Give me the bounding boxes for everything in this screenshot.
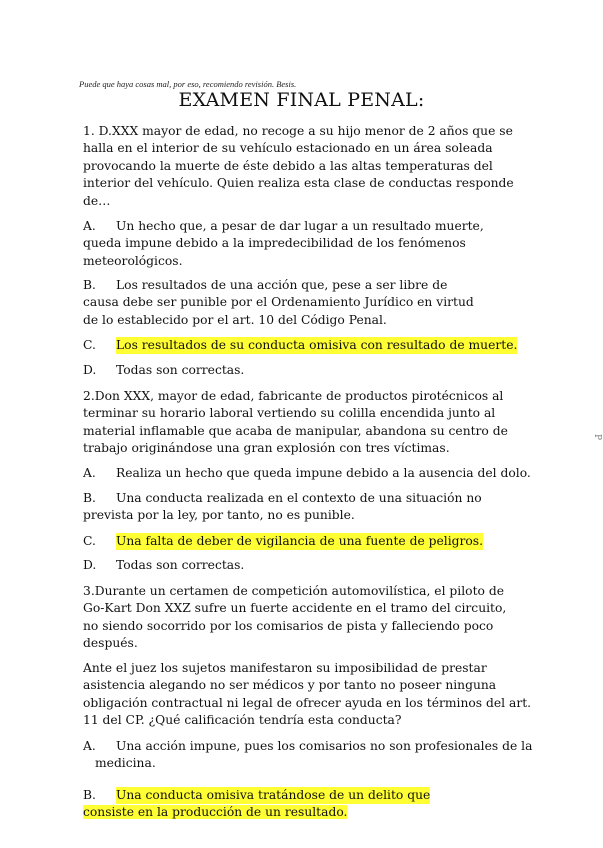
q1-option-a: [83, 218, 523, 270]
option-label: D.: [83, 558, 97, 572]
q1-option-d: [83, 362, 523, 379]
q1-line: 1. D.XXX mayor de edad, no recoge a su hijo menor de 2 años que se: [83, 124, 513, 138]
q1-line: interior del vehículo. Quien realiza esta clase de conductas responde: [83, 176, 514, 191]
highlighted-answer: Una falta de deber de vigilancia de una fuente de peligros.: [116, 533, 483, 550]
option-text: Un hecho que, a pesar de dar lugar a un resultado muerte,: [116, 219, 484, 233]
q2-option-d: [83, 557, 523, 574]
option-label: A.: [83, 219, 96, 233]
highlighted-answer: Una conducta omisiva tratándose de un delito que: [116, 787, 430, 804]
option-text: Realiza un hecho que queda impune debido a la ausencia del dolo.: [116, 466, 531, 480]
page-title: EXAMEN FINAL PENAL:: [178, 89, 425, 111]
q1-line: provocando la muerte de éste debido a las altas temperaturas del: [83, 158, 493, 173]
q2-line: material inflamable que acaba de manipular, abandona su centro de: [83, 423, 508, 438]
option-label: A.: [83, 739, 96, 753]
option-label: D.: [83, 363, 97, 377]
header-note: Puede que haya cosas mal, por eso, recomiendo revisión. Besis.: [79, 79, 297, 89]
option-text: Los resultados de una acción que, pese a ser libre de: [116, 278, 448, 292]
option-label: B.: [83, 278, 96, 292]
q3-line: no siendo socorrido por los comisarios de pista y falleciendo poco: [83, 618, 494, 633]
option-text: Todas son correctas.: [116, 363, 245, 377]
highlighted-answer: consiste en la producción de un resultado.: [83, 805, 348, 820]
option-label: C.: [83, 338, 96, 352]
q3-line: asistencia alegando no ser médicos y por tanto no poseer ninguna: [83, 678, 497, 693]
option-label: B.: [83, 491, 96, 505]
option-text: Una conducta realizada en el contexto de una situación no: [116, 491, 482, 505]
q3-line: 3.Durante un certamen de competición automovilística, el piloto de: [83, 584, 504, 598]
option-text: meteorológicos.: [83, 253, 183, 268]
q1-line: halla en el interior de su vehículo estacionado en un área soleada: [83, 141, 493, 156]
option-text: medicina.: [95, 756, 156, 771]
q2-option-a: [83, 465, 531, 482]
q3-line: 11 del CP. ¿Qué calificación tendría esta conducta?: [83, 713, 402, 728]
option-label: C.: [83, 534, 96, 548]
highlighted-answer: Los resultados de su conducta omisiva con resultado de muerte.: [116, 337, 517, 354]
option-label: B.: [83, 788, 96, 802]
side-mark: P: [592, 433, 603, 441]
option-label: A.: [83, 466, 96, 480]
q2-option-b: [83, 490, 523, 525]
q3-line: después.: [83, 636, 138, 651]
q1-option-b: [83, 277, 523, 329]
option-text: queda impune debido a la impredecibilidad de los fenómenos: [83, 236, 466, 251]
q3-line: Go-Kart Don XXZ sufre un fuerte accidente en el tramo del circuito,: [83, 601, 507, 616]
q1-line: de…: [83, 193, 111, 208]
q3-option-a: [83, 738, 533, 773]
q3-line: Ante el juez los sujetos manifestaron su imposibilidad de prestar: [83, 661, 487, 675]
option-text: prevista por la ley, por tanto, no es punible.: [83, 508, 355, 523]
option-text: causa debe ser punible por el Ordenamiento Jurídico en virtud: [83, 295, 474, 310]
question-1-stem: [83, 123, 523, 210]
question-2-stem: [83, 388, 523, 458]
q1-option-c: [83, 337, 523, 354]
q3-option-b: [83, 787, 523, 822]
q2-line: trabajo originándose una gran explosión con tres víctimas.: [83, 441, 450, 456]
q3-line: obligación contractual ni legal de ofrecer ayuda en los términos del art.: [83, 695, 532, 710]
question-3-context: [83, 660, 532, 730]
q2-option-c: [83, 533, 523, 550]
q2-line: terminar su horario laboral vertiendo su colilla encendida junto al: [83, 406, 496, 421]
option-text: Una acción impune, pues los comisarios no son profesionales de la: [116, 739, 533, 753]
option-text: Todas son correctas.: [116, 558, 245, 572]
option-text: de lo establecido por el art. 10 del Código Penal.: [83, 312, 387, 327]
question-3-stem: [83, 583, 523, 653]
q2-line: 2.Don XXX, mayor de edad, fabricante de productos pirotécnicos al: [83, 389, 504, 403]
